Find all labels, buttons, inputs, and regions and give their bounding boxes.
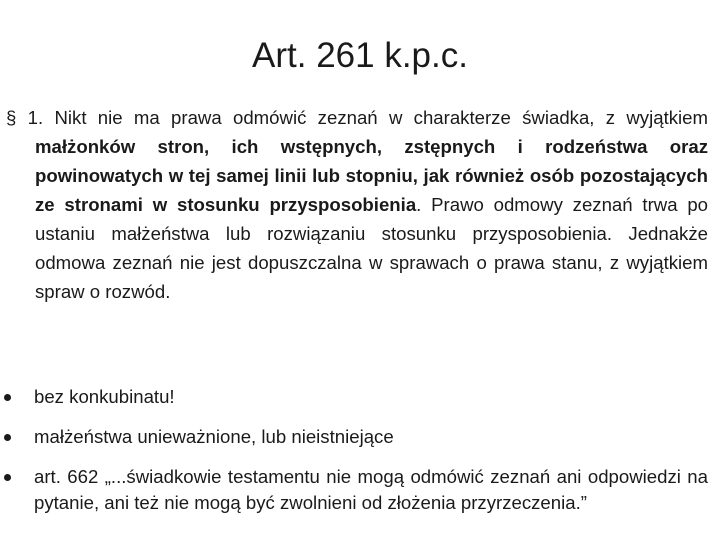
article-paragraph [6, 103, 708, 306]
bullet-list [0, 378, 720, 516]
paragraph-text-2: . Prawo odmowy zeznań trwa po ustaniu małżeństwa lub rozwiązaniu stosunku przysposobienia. Jednakże odmowa zeznań nie jest dopuszczalna w sprawach o prawa stanu, z wyjątkiem spraw o rozwód. [35, 194, 709, 302]
bullet-dot-icon [4, 474, 11, 481]
paragraph-body [6, 103, 708, 306]
list-item [0, 424, 708, 450]
bullet-text: małżeństwa unieważnione, lub nieistniejące [34, 426, 394, 447]
paragraph-text-bold: małżonków stron, ich wstępnych, zstępnych i rodzeństwa oraz powinowatych w tej samej linii lub stopniu, jak również osób pozostających ze stronami w stosunku przysposobienia [35, 136, 708, 215]
bullet-text: art. 662 „...świadkowie testamentu nie mogą odmówić zeznań ani odpowiedzi na pytanie, ani też nie mogą być zwolnieni od złożenia przyrzeczenia.” [34, 466, 708, 513]
bullet-text: bez konkubinatu! [34, 386, 175, 407]
list-item [0, 384, 708, 410]
list-item [0, 464, 708, 516]
bullet-dot-icon [4, 394, 11, 401]
bullet-dot-icon [4, 434, 11, 441]
paragraph-text-1: Nikt nie ma prawa odmówić zeznań w charakterze świadka, z wyjątkiem [54, 107, 708, 128]
paragraph-marker: § 1. [6, 107, 44, 128]
slide-title: Art. 261 k.p.c. [252, 36, 468, 75]
